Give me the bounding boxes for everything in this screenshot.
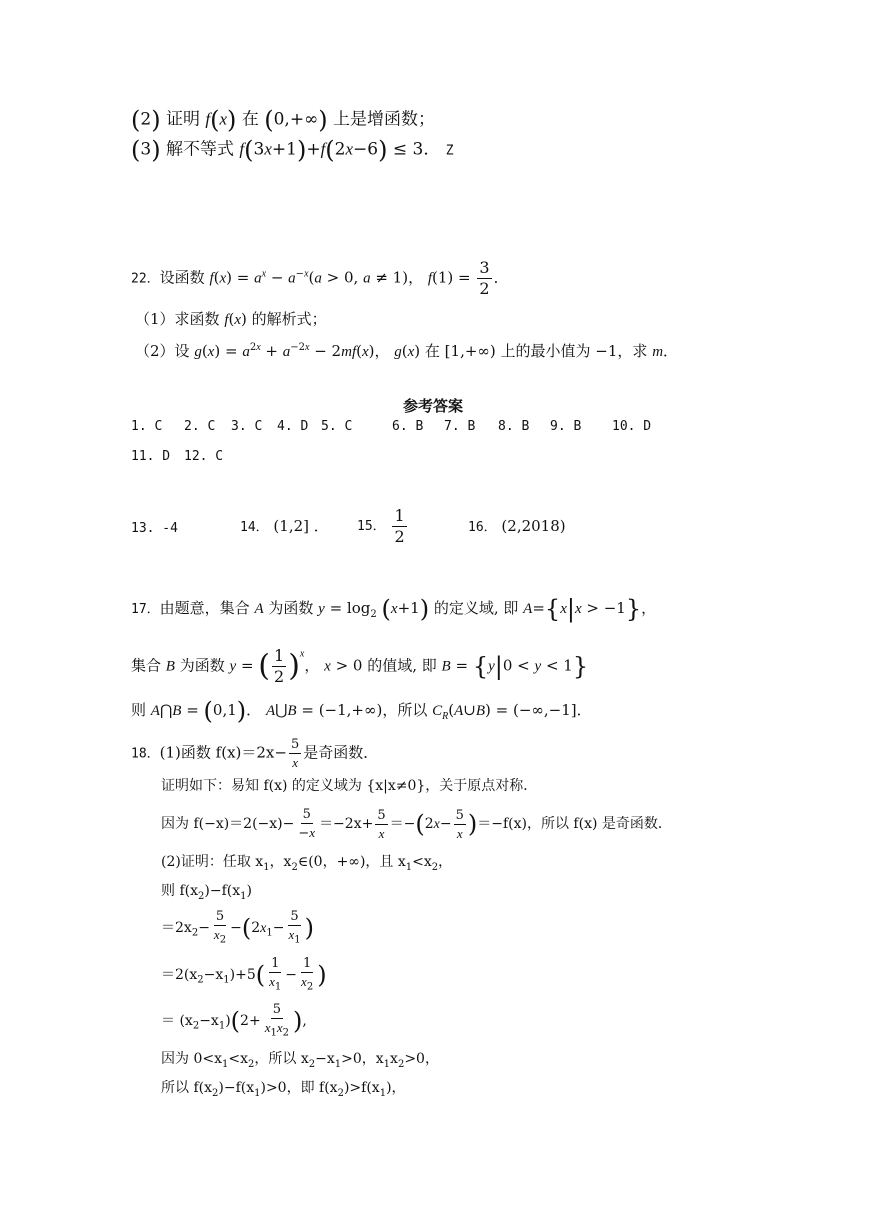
q21-part2: (2) 证明 f(x) 在 (0,+∞) 上是增函数；	[131, 106, 436, 134]
answer-9: 9. B	[550, 419, 582, 434]
answer-13: 13. -4	[131, 521, 178, 536]
answer-4: 4. D	[277, 419, 309, 434]
answer-16: 16． (2,2018)	[468, 517, 566, 535]
answer-1: 1. C	[131, 419, 163, 434]
answer-11: 11. D	[131, 449, 171, 464]
answer-10: 10. D	[612, 419, 652, 434]
s18-line5: 则 $f(x_2)-f(x_1)$	[161, 883, 252, 902]
s18-line8: ＝ $(x_2-x_1)(2+$ $\frac{5}{x_1x_2}$ ),	[161, 1002, 307, 1039]
answers-title: 参考答案	[403, 397, 464, 415]
s18-line4: (2)证明：任取 $x_1$，$x_2\in(0$，+∞)，且 $x_1<x_2$，	[161, 854, 453, 873]
answer-6: 6. B	[392, 419, 424, 434]
answer-12: 12. C	[184, 449, 224, 464]
answer-15: 15． $\frac{1}{2}$	[357, 506, 405, 546]
s17-line2: 集合 B 为函数 y = ( $\frac{1}{2}$ )$^x$， x > 0 的值域, 即 B = {y|0 < y < 1}	[131, 646, 589, 686]
answer-3: 3. C	[231, 419, 263, 434]
s17-line1: 17．由题意，集合 A 为函数 $y = \log_2 (x+1)$ 的定义域, 即 A={x|x > −1}，	[131, 595, 657, 623]
q22-part1: （1）求函数 f(x) 的解析式；	[135, 310, 327, 328]
s18-line10: 所以 $f(x_2)-f(x_1)>0$，即 $f(x_2)>f(x_1)$，	[161, 1080, 406, 1099]
s18-line6: $=2x_2-$ $\frac{5}{x_2}$ $-(2x_1-$ $\frac{5}{x_1}$ )	[161, 909, 314, 946]
s18-line3: 因为 f(−x)＝2(−x)− $\frac{5}{-x}$ ＝−2x+ $\frac{5}{x}$ ＝−(2x− $\frac{5}{x}$ )＝−f(x)，所以 f(x) 是奇函数．	[161, 807, 672, 841]
answer-2: 2. C	[184, 419, 216, 434]
s17-line3: 则 A⋂B = (0,1)． A⋃B = (−1,+∞)，所以 $C_R(A\cup B) = (-\infty,-1]$．	[131, 697, 592, 725]
s18-line9: 因为 $0<x_1<x_2$，所以 $x_2-x_1>0$，$x_1x_2>0$，	[161, 1051, 439, 1070]
q22-stem: 22．设函数 $f(x) = a^x - a^{-x}(a > 0$, a ≠ 1)， f(1) = $\frac{3}{2}$ ．	[131, 258, 509, 298]
answer-8: 8. B	[498, 419, 530, 434]
answer-14: 14． (1,2] ．	[240, 517, 329, 535]
q22-part2: （2）设 $g(x) = a^{2x} + a^{-2x} - 2mf(x)$， g(x) 在 [1,+∞) 上的最小值为 −1，求 m．	[135, 342, 679, 360]
answer-5: 5. C	[321, 419, 353, 434]
answer-7: 7. B	[444, 419, 476, 434]
q21-part3: (3) 解不等式 f(3x+1)+f(2x−6) ≤ 3． Z	[131, 136, 454, 164]
s18-line1: 18．(1)函数 f(x)＝2x− $\frac{5}{x}$ 是奇函数．	[131, 737, 379, 770]
s18-line2: 证明如下：易知 f(x) 的定义域为 {x|x≠0}，关于原点对称．	[161, 778, 538, 794]
s18-line7: $=2(x_2-x_1)+5$( $\frac{1}{x_1}$ − $\frac{1}{x_2}$ )	[161, 956, 327, 993]
